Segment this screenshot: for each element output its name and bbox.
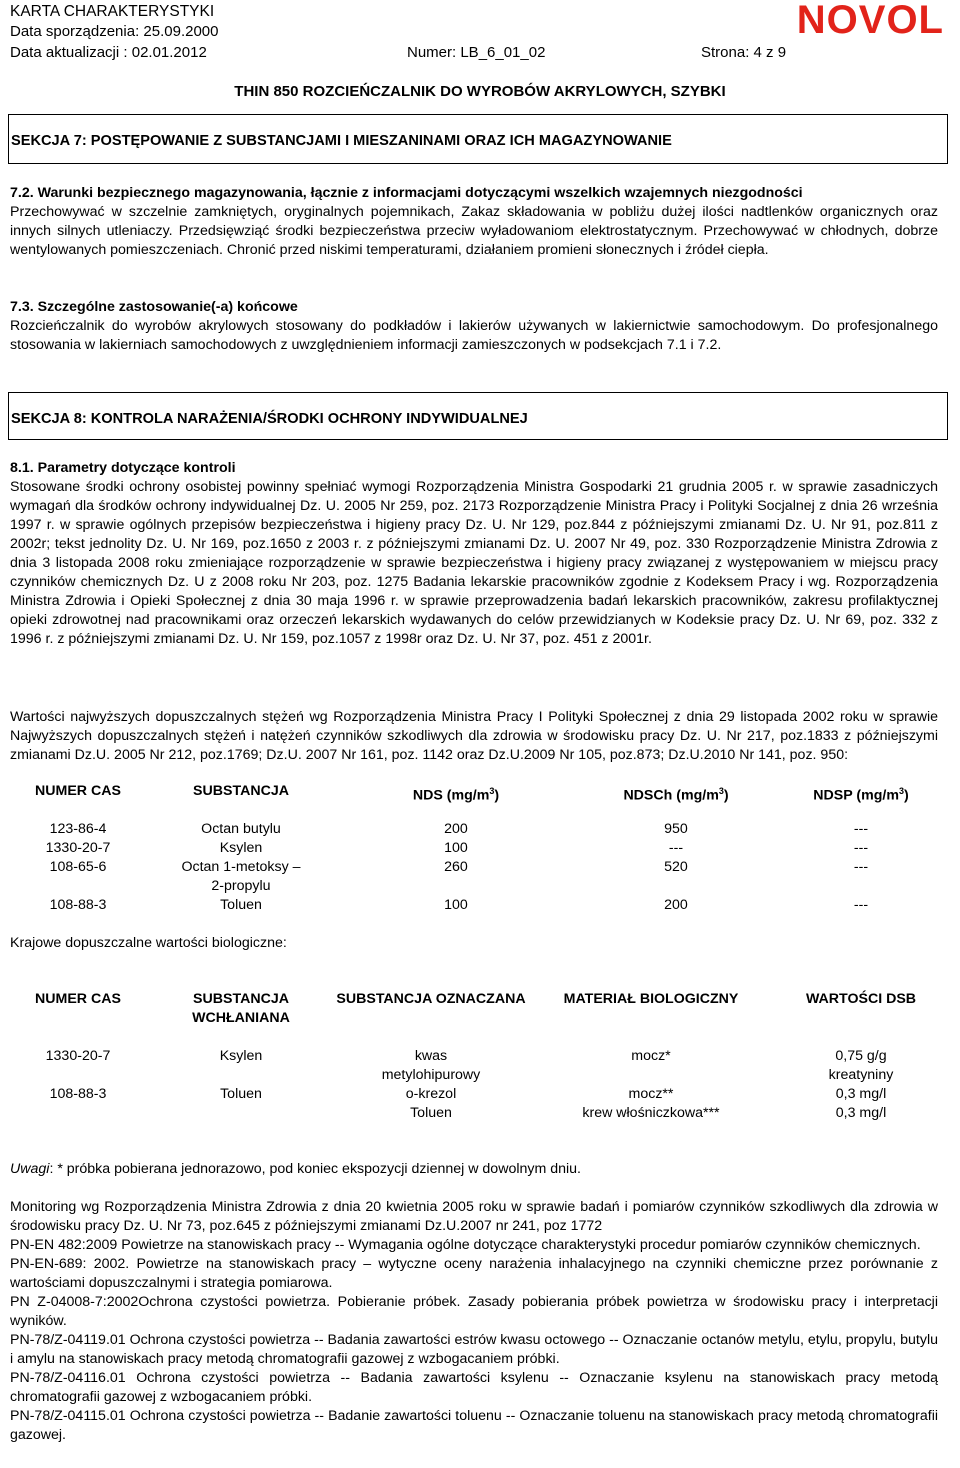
novol-logo: NOVOL bbox=[796, 0, 944, 42]
nds-cell: 520 bbox=[664, 859, 688, 875]
bio-cell: Toluen bbox=[410, 1105, 452, 1121]
nds-cell: Toluen bbox=[220, 897, 262, 913]
nds-cell: 100 bbox=[444, 840, 468, 856]
bio-cell: Toluen bbox=[220, 1086, 262, 1102]
document-header bbox=[10, 2, 948, 72]
page-number: Strona: 4 z 9 bbox=[701, 44, 787, 61]
nds-cell: --- bbox=[853, 821, 869, 837]
section-8-title: SEKCJA 8: KONTROLA NARAŻENIA/ŚRODKI OCHRONY INDYWIDUALNEJ bbox=[11, 411, 528, 427]
section-7-title: SEKCJA 7: POSTĘPOWANIE Z SUBSTANCJAMI I MIESZANINAMI ORAZ ICH MAGAZYNOWANIE bbox=[11, 133, 672, 149]
bio-header-row bbox=[10, 990, 946, 1047]
nds-col-nds: NDS $(mg/m^3)$ bbox=[412, 786, 500, 804]
bio-col-measured: SUBSTANCJA OZNACZANA bbox=[336, 991, 526, 1007]
nds-intro: Wartości najwyższych dopuszczalnych stężeń wg Rozporządzenia Ministra Pracy I Polityki Społecznej z dnia 29 listopada 2002 roku w sprawie Najwyższych dopuszczalnych stężeń i natężeń czynników szkodliwych dla zdrowia w środowisku pracy Dz. U. Nr 217, poz.1833 z późniejszymi zmianami Dz.U. 2005 Nr 212, poz.1769; Dz.U. 2007 Nr 161, poz. 1142 oraz Dz.U.2009 Nr 105, poz.873; Dz.U.2010 Nr 141, poz. 950: bbox=[10, 709, 938, 763]
nds-col-substance: SUBSTANCJA bbox=[193, 783, 289, 799]
nds-cell: 108-88-3 bbox=[49, 897, 107, 913]
table-row bbox=[10, 858, 946, 896]
bio-col-dsb: WARTOŚCI DSB bbox=[805, 991, 917, 1007]
bio-col-cas: NUMER CAS bbox=[35, 991, 121, 1007]
nds-cell: 260 bbox=[444, 859, 468, 875]
doc-number: Numer: LB_6_01_02 bbox=[407, 44, 546, 61]
nds-table bbox=[10, 782, 946, 915]
monitoring-item: PN-78/Z-04119.01 Ochrona czystości powietrza -- Badania zawartości estrów kwasu octowego -- Oznaczanie octanów metylu, etylu, propylu, butylu i amylu na stanowiskach pracy metodą chromatografii gazowej z wzbogacaniem próbki. bbox=[10, 1332, 938, 1367]
monitoring-item: PN Z-04008-7:2002Ochrona czystości powietrza. Pobieranie próbek. Zasady pobierania próbek powietrza w środowisku pracy i interpretacji wyników. bbox=[10, 1294, 938, 1329]
nds-col-ndsp: NDSP $(mg/m^3)$ bbox=[813, 786, 909, 804]
s72-text: Przechowywać w szczelnie zamkniętych, oryginalnych pojemnikach, Zakaz składowania w pobliżu dużej ilości nadtlenków organicznych oraz innych silnych utleniaczy. Przedsięwziąć środki bezpieczeństwa przeciw wyładowaniom elektrostatycznym. Przechowywać w chłodnych, dobrze wentylowanych pomieszczeniach. Chronić przed niskimi temperaturami, działaniem promieni słonecznych i źródeł ciepła. bbox=[10, 204, 938, 258]
created-date: Data sporządzenia: 25.09.2000 bbox=[10, 23, 219, 40]
bio-col-material: MATERIAŁ BIOLOGICZNY bbox=[563, 991, 739, 1007]
monitoring-item: PN-EN-689: 2002. Powietrze na stanowiskach pracy – wytyczne oceny narażenia inhalacyjnego na czynniki chemiczne przez porównanie z wartościami dopuszczalnymi i strategia pomiarowa. bbox=[10, 1256, 938, 1291]
nds-cell: Octan butylu bbox=[201, 821, 281, 837]
bio-cell: krew włośniczkowa*** bbox=[582, 1105, 720, 1121]
nds-cell: 1330-20-7 bbox=[45, 840, 111, 856]
bio-col-absorbed: SUBSTANCJA WCHŁANIANA bbox=[192, 991, 290, 1026]
nds-cell: --- bbox=[853, 840, 869, 856]
bio-table bbox=[10, 990, 946, 1123]
bio-cell: kwas metylohipurowy bbox=[381, 1048, 481, 1083]
nds-cell: 200 bbox=[664, 897, 688, 913]
section-8-box bbox=[8, 392, 948, 440]
nds-cell: --- bbox=[853, 897, 869, 913]
nds-cell: 950 bbox=[664, 821, 688, 837]
nds-col-ndsch: NDSCh $(mg/m^3)$ bbox=[623, 786, 729, 804]
nds-cell: Octan 1-metoksy – 2-propylu bbox=[181, 859, 301, 894]
bio-cell: 0,3 mg/l bbox=[835, 1105, 887, 1121]
nds-cell: --- bbox=[668, 840, 684, 856]
doc-type: KARTA CHARAKTERYSTYKI bbox=[10, 3, 215, 20]
nds-header-row bbox=[10, 782, 946, 820]
bio-cell: o-krezol bbox=[405, 1086, 457, 1102]
s81-text: Stosowane środki ochrony osobistej powinny spełniać wymogi Rozporządzenia Ministra Gospodarki 21 grudnia 2005 r. w sprawie zasadniczych wymagań dla środków ochrony indywidualnej Dz. U. 2005 Nr 259, poz. 2173 Rozporządzenie Ministra Pracy i Polityki Socjalnej z dnia 26 września 1997 r. w sprawie ogólnych przepisów bezpieczeństwa i higieny pracy Dz. U. Nr 129, poz.844 z późniejszymi zmianami Dz. U. Nr 91, poz.811 z 2002r; tekst jednolity Dz. U. Nr 169, poz.1650 z 2003 r. z późniejszymi zmianami Dz. U. 2007 Nr 49, poz. 330 Rozporządzenie Ministra Zdrowia z dnia 3 listopada 2008 roku zmieniające rozporządzenie w sprawie bezpieczeństwa i higieny pracy związanej z występowaniem w miejscu pracy czynników chemicznych Dz. U z 2008 roku Nr 203, poz. 1275 Badania lekarskie pracowników zgodnie z Kodeksem Pracy i wg. Rozporządzenia Ministra Zdrowia i Opieki Społecznej z dnia 30 maja 1996 r. w sprawie przeprowadzenia badań lekarskich pracowników, zakresu profilaktycznej opieki zdrowotnej nad pracownikami oraz orzeczeń lekarskich wydawanych do celów przewidzianych w Kodeksie pracy Dz. U. Nr 69, poz. 332 z 1996 r. z późniejszymi zmianami Dz. U. Nr 159, poz.1057 z 1998r oraz Dz. U. Nr 37, poz. 451 z 2001r. bbox=[10, 479, 938, 647]
note-text: : * próbka pobierana jednorazowo, pod koniec ekspozycji dziennej w dowolnym dniu. bbox=[49, 1161, 581, 1177]
s73-heading: 7.3. Szczególne zastosowanie(-a) końcowe bbox=[10, 299, 298, 315]
nds-cell: 200 bbox=[444, 821, 468, 837]
bio-intro: Krajowe dopuszczalne wartości biologiczne: bbox=[10, 935, 287, 951]
product-title: THIN 850 ROZCIEŃCZALNIK DO WYROBÓW AKRYLOWYCH, SZYBKI bbox=[234, 83, 726, 100]
nds-cell: 108-65-6 bbox=[49, 859, 107, 875]
s72-heading: 7.2. Warunki bezpiecznego magazynowania, łącznie z informacjami dotyczącymi wszelkich wzajemnych niezgodności bbox=[10, 185, 803, 201]
bio-cell: 0,3 mg/l bbox=[835, 1086, 887, 1102]
nds-cell: --- bbox=[853, 859, 869, 875]
table-row bbox=[10, 1104, 946, 1123]
bio-cell bbox=[146, 1104, 336, 1123]
nds-cell: Ksylen bbox=[219, 840, 263, 856]
monitoring-item: PN-78/Z-04115.01 Ochrona czystości powietrza -- Badanie zawartości toluenu -- Oznaczanie toluenu na stanowiskach pracy metodą chromatografii gazowej. bbox=[10, 1408, 938, 1443]
monitoring-block bbox=[10, 1198, 938, 1445]
updated-date: Data aktualizacji : 02.01.2012 bbox=[10, 44, 207, 61]
bio-cell: 1330-20-7 bbox=[45, 1048, 111, 1064]
note-label: Uwagi bbox=[10, 1161, 50, 1177]
bio-cell: 108-88-3 bbox=[49, 1086, 107, 1102]
s73-text: Rozcieńczalnik do wyrobów akrylowych stosowany do podkładów i lakierów używanych w lakiernictwie samochodowym. Do profesjonalnego stosowania w lakierniach samochodowych z uwzględnieniem informacji zamieszczonych w podsekcjach 7.1 i 7.2. bbox=[10, 318, 938, 353]
bio-cell: Ksylen bbox=[219, 1048, 263, 1064]
bio-cell: mocz** bbox=[628, 1086, 674, 1102]
table-row bbox=[10, 1047, 946, 1085]
bio-cell: 0,75 g/g kreatyniny bbox=[828, 1048, 894, 1083]
monitoring-item: PN-78/Z-04116.01 Ochrona czystości powietrza -- Badania zawartości ksylenu -- Oznaczanie ksylenu na stanowiskach pracy metodą chromatografii gazowej z wzbogacaniem próbki. bbox=[10, 1370, 938, 1405]
bio-cell: mocz* bbox=[631, 1048, 671, 1064]
nds-cell: 100 bbox=[444, 897, 468, 913]
section-7-box bbox=[8, 114, 948, 164]
note bbox=[10, 1160, 938, 1179]
s81-heading: 8.1. Parametry dotyczące kontroli bbox=[10, 460, 236, 476]
nds-col-cas: NUMER CAS bbox=[35, 783, 121, 799]
monitoring-item: Monitoring wg Rozporządzenia Ministra Zdrowia z dnia 20 kwietnia 2005 roku w sprawie badań i pomiarów czynników szkodliwych dla zdrowia w środowisku pracy Dz. U. Nr 73, poz.645 z późniejszymi zmianami Dz.U.2007 nr 241, poz 1772 bbox=[10, 1199, 938, 1234]
table-row bbox=[10, 839, 946, 858]
table-row bbox=[10, 820, 946, 839]
bio-cell bbox=[10, 1104, 146, 1123]
monitoring-item: PN-EN 482:2009 Powietrze na stanowiskach pracy -- Wymagania ogólne dotyczące charakterystyki procedur pomiarów czynników chemicznych. bbox=[10, 1237, 921, 1253]
table-row bbox=[10, 1085, 946, 1104]
nds-cell: 123-86-4 bbox=[49, 821, 107, 837]
table-row bbox=[10, 896, 946, 915]
